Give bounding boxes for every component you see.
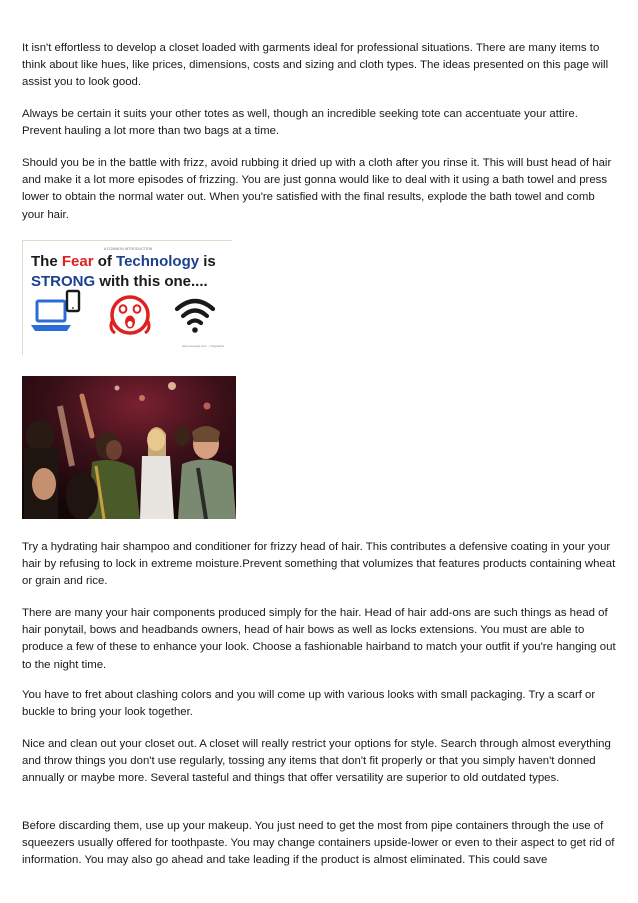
paragraph-2: Always be certain it suits your other totes as well, though an incredible seeking tote can accentuate your attire. Prevent hauling a lot more than two bags at a time. (22, 108, 578, 138)
paragraph-5: There are many your hair components produced simply for the hair. Head of hair add-ons are such things as head of hair ponytail, bows and headbands owners, head of hair bows as well as locks extensions. You must are able to produce a few of these to enhance your look. Choose a fashionable hairband to match your outfit if you're hanging out to the night time. (22, 607, 616, 671)
headline-strong: STRONG (31, 273, 96, 290)
headline-of: of (93, 253, 117, 270)
headline-the: The (31, 253, 62, 270)
paragraph-6: You have to fret about clashing colors and you will come up with various looks with small packaging. Try a scarf or buckle to bring your look together. (22, 689, 596, 719)
paragraph-7: Nice and clean out your closet out. A closet will really restrict your options for style. Search through almost everything and throw things you don't use regularly, tossing any items that don't fit properly or that you simply haven't donned annually or maybe more. Several tasteful and things that offer versatility are superior to old outdated types. (22, 738, 611, 785)
image-headline-line2 (31, 273, 208, 290)
headline-is: is (199, 253, 216, 270)
headline-fear: Fear (61, 253, 94, 270)
paragraph-4: Try a hydrating hair shampoo and conditioner for frizzy head of hair. This contributes a defensive coating in your your hair by refusing to lock in extreme moisture.Prevent something that volumizes that features products containing wheat or grain and rice. (22, 541, 616, 588)
paragraph-8: Before discarding them, use up your makeup. You just need to get the most from pipe containers through the use of squeezers usually offered for toothpaste. You may change containers upside-lower or even to their aspect to get rid of information. You may also go ahead and take leading if the product is almost eliminated. This could save (22, 820, 615, 867)
fear-of-technology-image (22, 240, 232, 355)
image-footer: www.example.com · infographic (181, 344, 225, 348)
paragraph-3: Should you be in the battle with frizz, avoid rubbing it dried up with a cloth after you rinse it. This will bust head of hair and make it a lot more episodes of frizzing. You are just gonna would like to deal with it using a bath towel and press lower to obtain the normal water out. When you're satisfied with the final results, explode the bath towel and comb your hair. (22, 157, 612, 221)
crowd-photo (22, 376, 236, 519)
headline-technology: Technology (116, 253, 200, 270)
paragraph-1: It isn't effortless to develop a closet loaded with garments ideal for professional situations. There are many items to think about like hues, like prices, dimensions, costs and sizing and cloth types. The ideas presented on this page will assist you to look good. (22, 42, 609, 89)
image-kicker: A COMMON INTRODUCTION (103, 247, 153, 251)
image-headline-line1 (31, 253, 216, 270)
headline-rest: with this one.... (95, 273, 208, 290)
